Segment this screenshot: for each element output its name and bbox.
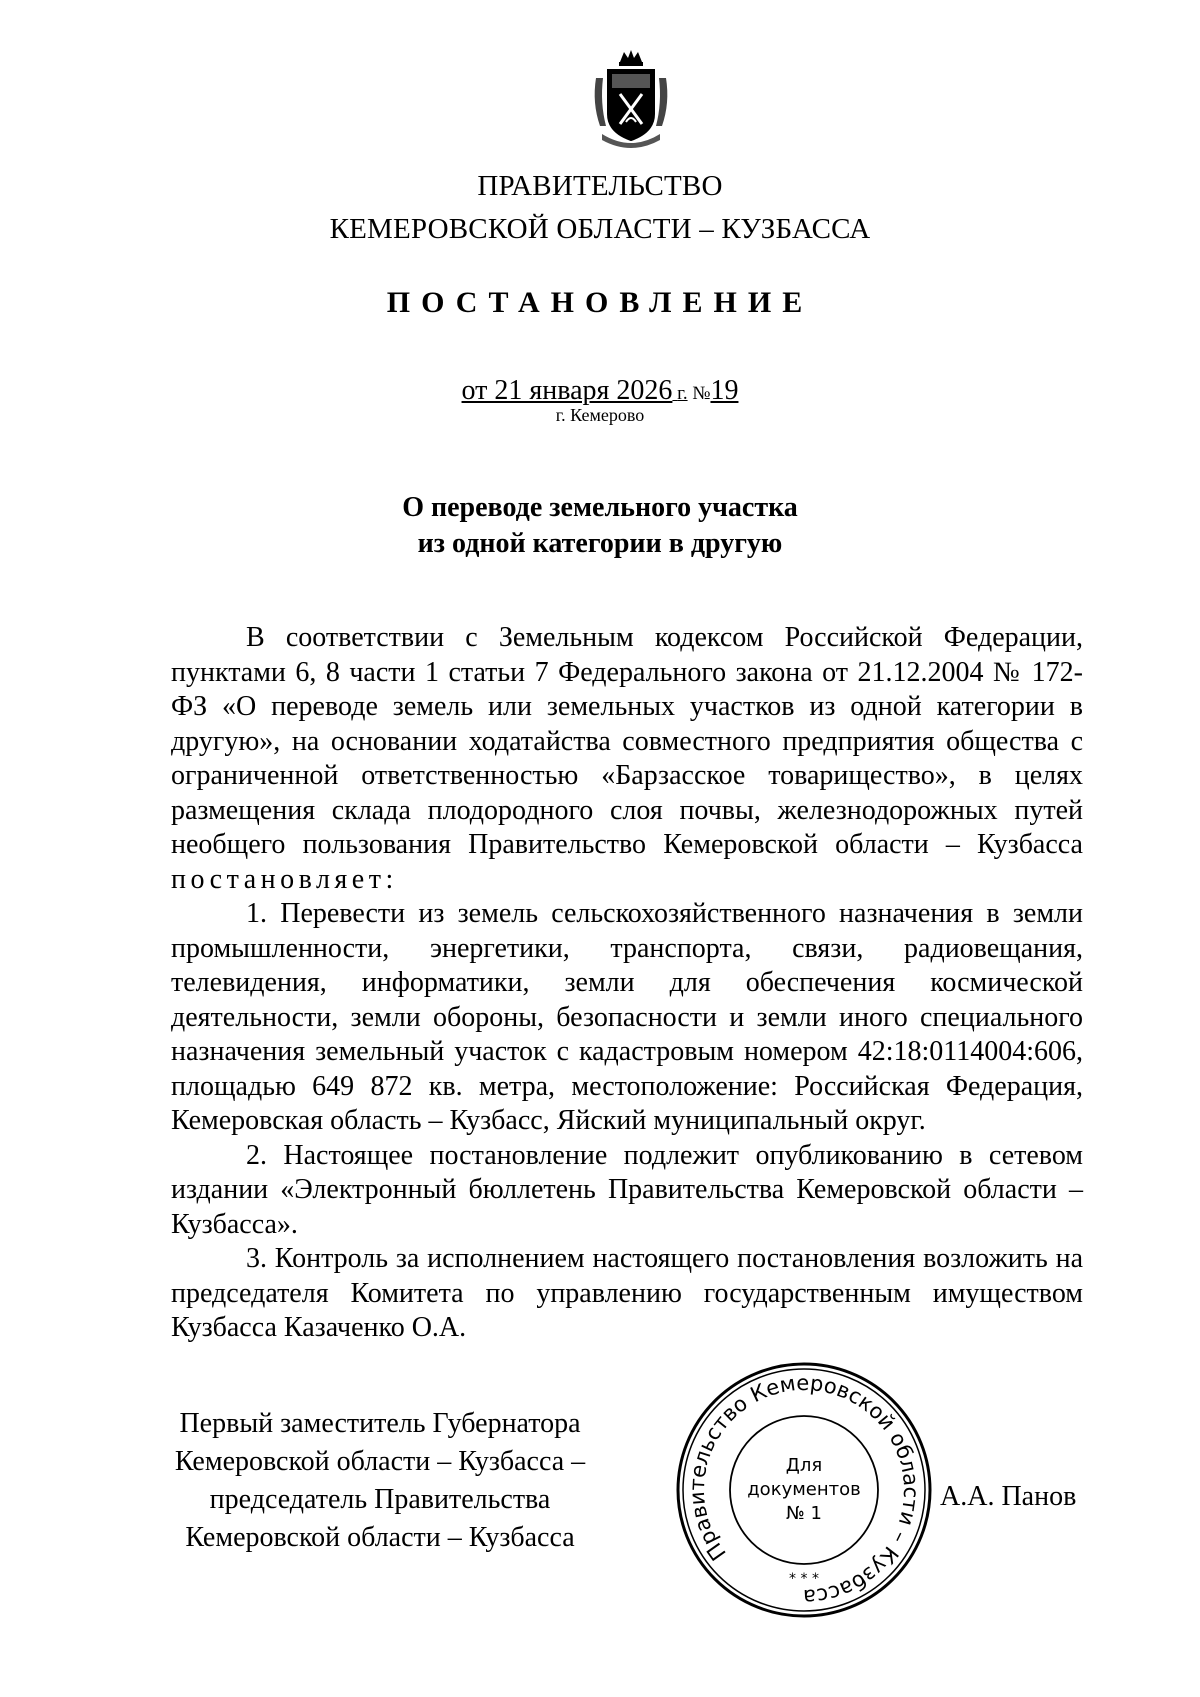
organization-name-line1: ПРАВИТЕЛЬСТВО (477, 170, 723, 202)
decree-word: постановляет: (171, 863, 398, 895)
number-sign: № (692, 383, 711, 404)
document-date-number (0, 375, 1200, 407)
seal-ring-text: Правительство Кемеровской области – Кузбасса (684, 1370, 924, 1610)
document-number: 19 (710, 375, 739, 406)
signer-title-line3: председатель Правительства (209, 1484, 551, 1515)
seal-center-line1: Для (785, 1455, 823, 1476)
seal-center-line2: документов (747, 1479, 861, 1500)
signer-title-line4: Кемеровской области – Кузбасса (185, 1522, 575, 1553)
preamble-text: В соответствии с Земельным кодексом Российской Федерации, пунктами 6, 8 части 1 статьи 7 Федерального закона от 21.12.2004 № 172-ФЗ «О переводе земель или земельных участков из одной категории в другую», на основании ходатайства совместного предприятия общества с ограниченной ответственностью «Барзасское товарищество», в целях размещения склада плодородного слоя почвы, железнодорожных путей необщего пользования Правительство Кемеровской области – Кузбасса (171, 622, 1083, 860)
subject-line2: из одной категории в другую (417, 528, 783, 559)
signer-name: А.А. Панов (940, 1481, 1077, 1512)
signer-title (160, 1405, 600, 1557)
coat-of-arms-icon (590, 48, 672, 148)
item-2-paragraph: 2. Настоящее постановление подлежит опубликованию в сетевом издании «Электронный бюллетень Правительства Кемеровской области – Кузбасса». (171, 1139, 1083, 1240)
official-seal (673, 1359, 935, 1621)
item-1-paragraph: 1. Перевести из земель сельскохозяйственного назначения в земли промышленности, энергетики, транспорта, связи, радиовещания, телевидения, информатики, земли для обеспечения космической деятельности, земли обороны, безопасности и земли иного специального назначения земельный участок с кадастровым номером 42:18:0114004:606, площадью 649 872 кв. метра, местоположение: Российская Федерация, Кемеровская область – Кузбасс, Яйский муниципальный округ. (171, 898, 1083, 1136)
document-place: г. Кемерово (555, 405, 645, 425)
preamble-paragraph (171, 621, 1083, 897)
signer-title-line2: Кемеровской области – Кузбасса – (174, 1446, 586, 1477)
document-subject (0, 490, 1200, 562)
signer-title-line1: Первый заместитель Губернатора (179, 1408, 581, 1439)
seal-stars: * * * (789, 1571, 819, 1587)
organization-name-line2: КЕМЕРОВСКОЙ ОБЛАСТИ – КУЗБАССА (329, 213, 871, 245)
subject-line1: О переводе земельного участка (402, 492, 798, 523)
year-suffix: г. (677, 383, 688, 404)
seal-center-line3: № 1 (786, 1503, 822, 1524)
document-type-title: ПОСТАНОВЛЕНИЕ (386, 286, 814, 319)
item-3-paragraph: 3. Контроль за исполнением настоящего постановления возложить на председателя Комитета по управлению государственным имуществом Кузбасса Казаченко О.А. (171, 1243, 1083, 1343)
document-body (171, 621, 1083, 1346)
document-date: от 21 января 2026 (461, 375, 673, 406)
